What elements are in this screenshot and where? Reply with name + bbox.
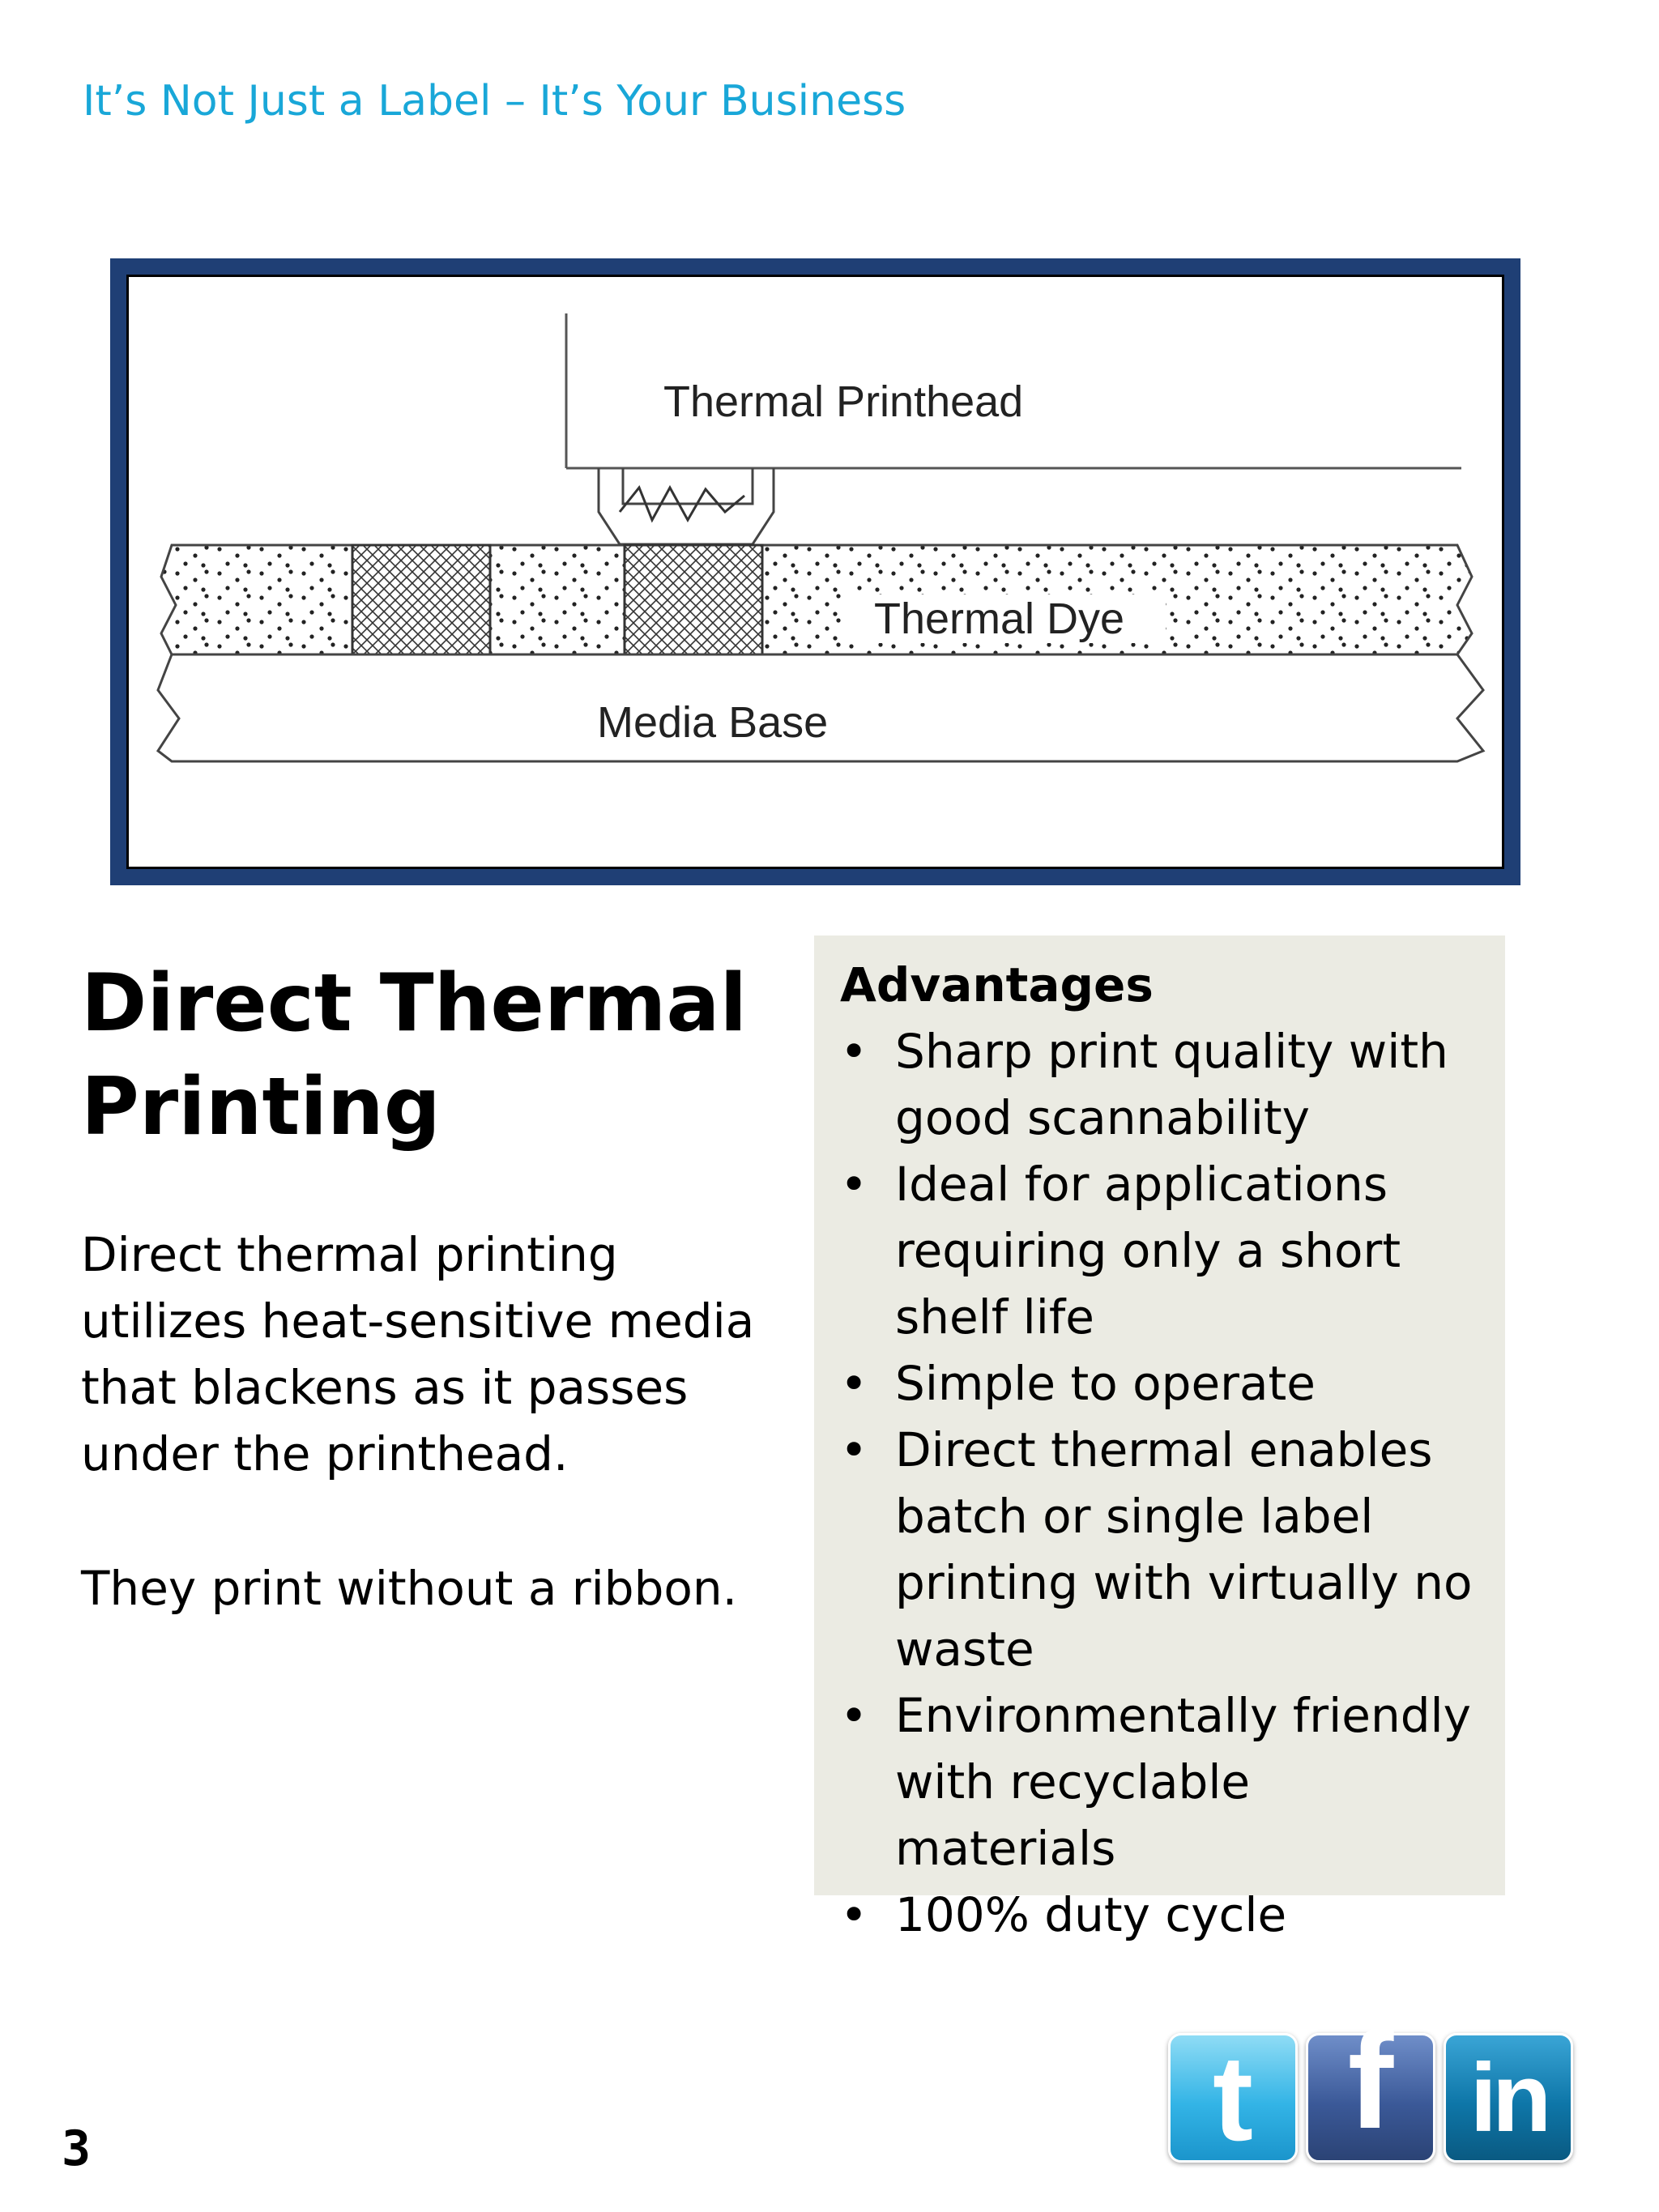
bullet-icon: • bbox=[840, 1157, 868, 1212]
page-tagline: It’s Not Just a Label – It’s Your Business bbox=[83, 77, 906, 126]
media-base-label: Media Base bbox=[597, 698, 829, 747]
list-item-text: Simple to operate bbox=[895, 1356, 1316, 1411]
list-item bbox=[840, 1417, 1481, 1682]
thermal-dye-label: Thermal Dye bbox=[874, 595, 1125, 643]
list-item-text: Environmentally friendly with recyclable materials bbox=[895, 1688, 1471, 1876]
page-number: 3 bbox=[62, 2120, 92, 2177]
bullet-icon: • bbox=[840, 1887, 868, 1942]
thermal-dye-layer bbox=[161, 545, 1472, 654]
list-item bbox=[840, 1018, 1481, 1151]
list-item bbox=[840, 1882, 1481, 1948]
thermal-diagram-svg bbox=[129, 277, 1502, 867]
twitter-icon[interactable]: t bbox=[1168, 2033, 1298, 2163]
bullet-icon: • bbox=[840, 1422, 868, 1477]
linkedin-icon[interactable]: in bbox=[1444, 2033, 1573, 2163]
list-item-text: 100% duty cycle bbox=[895, 1887, 1287, 1942]
list-item bbox=[840, 1682, 1481, 1882]
facebook-icon[interactable]: f bbox=[1306, 2033, 1435, 2163]
list-item bbox=[840, 1350, 1481, 1417]
list-item bbox=[840, 1151, 1481, 1350]
thermal-diagram-frame bbox=[110, 258, 1520, 885]
list-item-text: Sharp print quality with good scannability bbox=[895, 1024, 1448, 1145]
thermal-diagram bbox=[126, 275, 1504, 869]
ribbon-note-paragraph: They print without a ribbon. bbox=[81, 1561, 738, 1616]
description-paragraph: Direct thermal printing utilizes heat-sensitive media that blackens as it passes under the printhead. bbox=[81, 1227, 755, 1481]
list-item-text: Direct thermal enables batch or single label printing with virtually no waste bbox=[895, 1422, 1473, 1677]
bullet-icon: • bbox=[840, 1024, 868, 1079]
advantages-heading: Advantages bbox=[840, 957, 1154, 1012]
bullet-icon: • bbox=[840, 1688, 868, 1743]
bullet-icon: • bbox=[840, 1356, 868, 1411]
page-title-line1: Direct Thermal bbox=[81, 957, 748, 1050]
list-item-text: Ideal for applications requiring only a short shelf life bbox=[895, 1157, 1401, 1345]
page-title-line2: Printing bbox=[81, 1061, 441, 1153]
page-title bbox=[81, 952, 753, 1159]
advantages-list bbox=[840, 1018, 1481, 1948]
printhead-label: Thermal Printhead bbox=[663, 377, 1024, 426]
printhead-shape bbox=[566, 313, 1461, 544]
advantages-panel bbox=[814, 936, 1505, 1942]
